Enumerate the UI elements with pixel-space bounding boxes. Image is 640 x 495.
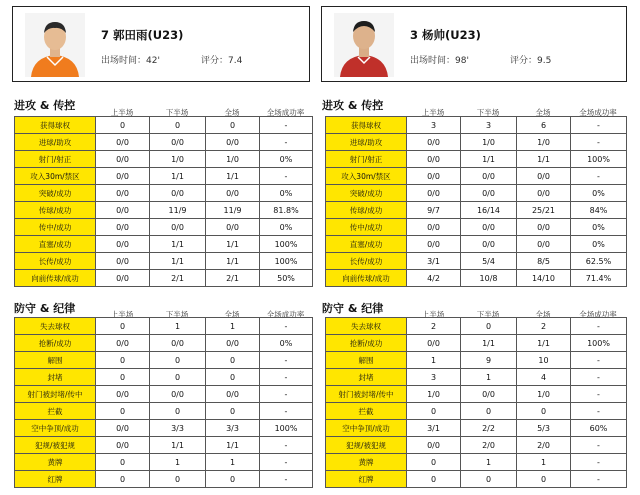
success-rate-value: 71.4% — [571, 270, 627, 287]
first-half-value: 0/0 — [96, 335, 150, 352]
success-rate-value: - — [571, 352, 627, 369]
second-half-value: 0/0 — [461, 236, 517, 253]
stat-label: 突破/成功 — [15, 185, 96, 202]
second-half-value: 3 — [461, 117, 517, 134]
success-rate-value: - — [571, 318, 627, 335]
success-rate-value: - — [571, 403, 627, 420]
full-match-value: 0 — [206, 403, 260, 420]
success-rate-value: - — [260, 117, 313, 134]
success-rate-value: - — [260, 352, 313, 369]
full-match-value: 1/1 — [206, 437, 260, 454]
column-header-second-half: 下半场 — [165, 310, 189, 319]
second-half-value: 5/4 — [461, 253, 517, 270]
stat-label: 解围 — [15, 352, 96, 369]
second-half-value: 0 — [150, 352, 206, 369]
column-header-full-match: 全场 — [535, 108, 551, 117]
column-header-full-match: 全场 — [224, 108, 240, 117]
success-rate-value: 81.8% — [260, 202, 313, 219]
success-rate-value: 0% — [260, 335, 313, 352]
column-header-second-half: 下半场 — [476, 310, 500, 319]
first-half-value: 0/0 — [96, 219, 150, 236]
second-half-value: 11/9 — [150, 202, 206, 219]
success-rate-value: 100% — [571, 335, 627, 352]
second-half-value: 1/1 — [150, 236, 206, 253]
success-rate-value: - — [260, 134, 313, 151]
second-half-value: 1/1 — [150, 168, 206, 185]
stat-label: 封堵 — [15, 369, 96, 386]
second-half-value: 1/1 — [150, 253, 206, 270]
column-header-first-half: 上半场 — [421, 108, 445, 117]
full-match-value: 0/0 — [206, 335, 260, 352]
table-row — [326, 335, 627, 352]
first-half-value: 0 — [96, 403, 150, 420]
first-half-value: 0/0 — [96, 236, 150, 253]
first-half-value: 0/0 — [407, 219, 461, 236]
table-row — [326, 352, 627, 369]
second-half-value: 0 — [150, 117, 206, 134]
full-match-value: 25/21 — [517, 202, 571, 219]
first-half-value: 0/0 — [96, 386, 150, 403]
table-row — [15, 185, 313, 202]
table-row — [326, 253, 627, 270]
table-row — [15, 335, 313, 352]
first-half-value: 0 — [96, 369, 150, 386]
stat-label: 封堵 — [326, 369, 407, 386]
table-row — [326, 236, 627, 253]
success-rate-value: 0% — [571, 219, 627, 236]
stat-label: 拦截 — [326, 403, 407, 420]
section-title-attack: 进攻 & 传控 — [14, 99, 76, 112]
second-half-value: 3/3 — [150, 420, 206, 437]
player-card-guo — [12, 6, 310, 82]
stat-label: 进球/助攻 — [326, 134, 407, 151]
table-row — [15, 386, 313, 403]
second-half-value: 1/0 — [150, 151, 206, 168]
full-match-value: 0 — [517, 471, 571, 488]
table-row — [15, 270, 313, 287]
first-half-value: 0 — [96, 471, 150, 488]
table-row — [326, 386, 627, 403]
table-row — [15, 253, 313, 270]
stat-label: 长传/成功 — [326, 253, 407, 270]
column-header-success-rate: 全场成功率 — [266, 108, 305, 117]
stat-label: 向前传球/成功 — [326, 270, 407, 287]
table-row — [326, 437, 627, 454]
second-half-value: 1/0 — [461, 134, 517, 151]
success-rate-value: - — [571, 471, 627, 488]
column-header-success-rate: 全场成功率 — [579, 310, 617, 319]
table-row — [15, 369, 313, 386]
full-match-value: 2/0 — [517, 437, 571, 454]
first-half-value: 3/1 — [407, 253, 461, 270]
table-row — [15, 471, 313, 488]
first-half-value: 3 — [407, 117, 461, 134]
success-rate-value: - — [571, 386, 627, 403]
second-half-value: 1 — [150, 454, 206, 471]
stat-label: 传球/成功 — [15, 202, 96, 219]
second-half-value: 0/0 — [461, 219, 517, 236]
table-row — [15, 454, 313, 471]
first-half-value: 0/0 — [407, 185, 461, 202]
player-name: 3 杨帅(U23) — [410, 28, 481, 42]
stat-label: 失去球权 — [15, 318, 96, 335]
full-match-value: 1/0 — [517, 134, 571, 151]
full-match-value: 0/0 — [206, 219, 260, 236]
column-header-first-half: 上半场 — [110, 108, 134, 117]
second-half-value: 2/0 — [461, 437, 517, 454]
success-rate-value: - — [571, 437, 627, 454]
success-rate-value: 60% — [571, 420, 627, 437]
first-half-value: 1 — [407, 352, 461, 369]
second-half-value: 0 — [461, 403, 517, 420]
defense-stats-table — [14, 317, 313, 488]
success-rate-value: 0% — [260, 185, 313, 202]
table-row — [326, 420, 627, 437]
stat-label: 突破/成功 — [326, 185, 407, 202]
full-match-value: 1/0 — [517, 386, 571, 403]
playing-time: 出场时间：42' — [101, 56, 160, 66]
stat-label: 直塞/成功 — [15, 236, 96, 253]
table-row — [15, 117, 313, 134]
table-row — [15, 318, 313, 335]
table-row — [326, 219, 627, 236]
stat-label: 射门/射正 — [326, 151, 407, 168]
table-row — [326, 454, 627, 471]
player-card-yang — [321, 6, 627, 82]
second-half-value: 16/14 — [461, 202, 517, 219]
full-match-value: 1 — [206, 454, 260, 471]
first-half-value: 0/0 — [96, 202, 150, 219]
table-row — [15, 437, 313, 454]
table-row — [15, 151, 313, 168]
success-rate-value: 50% — [260, 270, 313, 287]
stat-label: 抢断/成功 — [15, 335, 96, 352]
player-meta — [410, 53, 552, 66]
full-match-value: 10 — [517, 352, 571, 369]
stat-label: 获得球权 — [326, 117, 407, 134]
second-half-value: 1 — [461, 369, 517, 386]
full-match-value: 0 — [206, 117, 260, 134]
column-header-full-match: 全场 — [224, 310, 240, 319]
stat-label: 传中/成功 — [15, 219, 96, 236]
second-half-value: 2/1 — [150, 270, 206, 287]
table-row — [326, 403, 627, 420]
first-half-value: 0 — [96, 454, 150, 471]
full-match-value: 3/3 — [206, 420, 260, 437]
stat-label: 射门被封堵/传中 — [15, 386, 96, 403]
section-title-attack: 进攻 & 传控 — [322, 99, 384, 112]
stat-label: 空中争顶/成功 — [326, 420, 407, 437]
table-row — [326, 168, 627, 185]
table-row — [326, 270, 627, 287]
table-row — [326, 151, 627, 168]
table-row — [15, 403, 313, 420]
first-half-value: 3 — [407, 369, 461, 386]
second-half-value: 0 — [150, 369, 206, 386]
success-rate-value: 0% — [571, 185, 627, 202]
success-rate-value: - — [571, 134, 627, 151]
column-header-success-rate: 全场成功率 — [266, 310, 305, 319]
success-rate-value: 100% — [571, 151, 627, 168]
first-half-value: 0/0 — [407, 236, 461, 253]
defense-stats-table — [325, 317, 627, 488]
full-match-value: 5/3 — [517, 420, 571, 437]
success-rate-value: 62.5% — [571, 253, 627, 270]
player-rating: 评分：7.4 — [201, 56, 243, 66]
success-rate-value: - — [260, 471, 313, 488]
stat-label: 拦截 — [15, 403, 96, 420]
first-half-value: 0 — [96, 117, 150, 134]
success-rate-value: - — [260, 437, 313, 454]
second-half-value: 0/0 — [461, 168, 517, 185]
stat-label: 获得球权 — [15, 117, 96, 134]
first-half-value: 1/0 — [407, 386, 461, 403]
column-header-first-half: 上半场 — [110, 310, 134, 319]
table-row — [326, 369, 627, 386]
full-match-value: 0 — [206, 352, 260, 369]
full-match-value: 1/1 — [517, 151, 571, 168]
player-photo-avatar — [25, 13, 85, 77]
first-half-value: 0/0 — [96, 253, 150, 270]
second-half-value: 1/1 — [461, 151, 517, 168]
playing-time: 出场时间：98' — [410, 56, 469, 66]
second-half-value: 0 — [461, 318, 517, 335]
stat-label: 黄牌 — [326, 454, 407, 471]
success-rate-value: - — [260, 403, 313, 420]
player-name: 7 郭田雨(U23) — [101, 28, 184, 42]
second-half-value: 0 — [150, 471, 206, 488]
success-rate-value: - — [260, 386, 313, 403]
first-half-value: 9/7 — [407, 202, 461, 219]
stat-label: 攻入30m/禁区 — [15, 168, 96, 185]
full-match-value: 0/0 — [206, 134, 260, 151]
table-row — [15, 420, 313, 437]
second-half-value: 0/0 — [461, 185, 517, 202]
success-rate-value: - — [571, 369, 627, 386]
stat-label: 攻入30m/禁区 — [326, 168, 407, 185]
full-match-value: 0 — [206, 471, 260, 488]
second-half-value: 10/8 — [461, 270, 517, 287]
section-title-defense: 防守 & 纪律 — [322, 302, 384, 315]
stat-label: 犯规/被犯规 — [326, 437, 407, 454]
full-match-value: 0/0 — [517, 185, 571, 202]
full-match-value: 4 — [517, 369, 571, 386]
second-half-value: 0/0 — [461, 386, 517, 403]
first-half-value: 0/0 — [407, 437, 461, 454]
second-half-value: 1/1 — [461, 335, 517, 352]
first-half-value: 0 — [407, 471, 461, 488]
player-rating: 评分：9.5 — [510, 56, 552, 66]
success-rate-value: 100% — [260, 253, 313, 270]
stat-label: 红牌 — [15, 471, 96, 488]
table-row — [15, 202, 313, 219]
column-header-second-half: 下半场 — [165, 108, 189, 117]
full-match-value: 11/9 — [206, 202, 260, 219]
full-match-value: 0/0 — [206, 185, 260, 202]
stat-label: 射门被封堵/传中 — [326, 386, 407, 403]
table-row — [15, 134, 313, 151]
stat-label: 射门/射正 — [15, 151, 96, 168]
stat-label: 红牌 — [326, 471, 407, 488]
stat-label: 长传/成功 — [15, 253, 96, 270]
first-half-value: 0/0 — [96, 420, 150, 437]
success-rate-value: 100% — [260, 420, 313, 437]
stat-label: 黄牌 — [15, 454, 96, 471]
table-row — [15, 352, 313, 369]
success-rate-value: 0% — [571, 236, 627, 253]
first-half-value: 0/0 — [96, 151, 150, 168]
stat-label: 直塞/成功 — [326, 236, 407, 253]
success-rate-value: 84% — [571, 202, 627, 219]
stat-label: 向前传球/成功 — [15, 270, 96, 287]
full-match-value: 0 — [206, 369, 260, 386]
column-header-success-rate: 全场成功率 — [579, 108, 617, 117]
second-half-value: 0/0 — [150, 386, 206, 403]
first-half-value: 4/2 — [407, 270, 461, 287]
second-half-value: 0/0 — [150, 134, 206, 151]
full-match-value: 0/0 — [517, 168, 571, 185]
second-half-value: 0 — [461, 471, 517, 488]
full-match-value: 1 — [517, 454, 571, 471]
second-half-value: 0/0 — [150, 335, 206, 352]
full-match-value: 1 — [206, 318, 260, 335]
success-rate-value: - — [571, 168, 627, 185]
success-rate-value: - — [571, 454, 627, 471]
second-half-value: 2/2 — [461, 420, 517, 437]
column-header-second-half: 下半场 — [476, 108, 500, 117]
first-half-value: 0/0 — [407, 335, 461, 352]
first-half-value: 0/0 — [96, 185, 150, 202]
second-half-value: 1 — [150, 318, 206, 335]
first-half-value: 0/0 — [96, 437, 150, 454]
stat-label: 空中争顶/成功 — [15, 420, 96, 437]
first-half-value: 0/0 — [96, 168, 150, 185]
first-half-value: 0/0 — [407, 134, 461, 151]
attack-stats-table — [325, 116, 627, 287]
first-half-value: 3/1 — [407, 420, 461, 437]
success-rate-value: 0% — [260, 151, 313, 168]
table-row — [326, 471, 627, 488]
first-half-value: 0 — [96, 318, 150, 335]
second-half-value: 0 — [150, 403, 206, 420]
table-row — [15, 168, 313, 185]
first-half-value: 0 — [407, 403, 461, 420]
stat-label: 传中/成功 — [326, 219, 407, 236]
full-match-value: 1/1 — [517, 335, 571, 352]
stat-label: 失去球权 — [326, 318, 407, 335]
first-half-value: 0/0 — [96, 270, 150, 287]
table-row — [15, 219, 313, 236]
full-match-value: 0 — [517, 403, 571, 420]
success-rate-value: - — [260, 318, 313, 335]
full-match-value: 2/1 — [206, 270, 260, 287]
full-match-value: 6 — [517, 117, 571, 134]
column-header-first-half: 上半场 — [421, 310, 445, 319]
full-match-value: 0/0 — [517, 236, 571, 253]
table-row — [326, 185, 627, 202]
first-half-value: 0 — [407, 454, 461, 471]
table-row — [326, 117, 627, 134]
table-row — [326, 318, 627, 335]
success-rate-value: - — [260, 168, 313, 185]
success-rate-value: 0% — [260, 219, 313, 236]
success-rate-value: - — [260, 454, 313, 471]
full-match-value: 8/5 — [517, 253, 571, 270]
section-title-defense: 防守 & 纪律 — [14, 302, 76, 315]
stat-label: 进球/助攻 — [15, 134, 96, 151]
stat-label: 解围 — [326, 352, 407, 369]
table-row — [15, 236, 313, 253]
full-match-value: 1/1 — [206, 168, 260, 185]
second-half-value: 0/0 — [150, 219, 206, 236]
second-half-value: 0/0 — [150, 185, 206, 202]
first-half-value: 0/0 — [96, 134, 150, 151]
full-match-value: 1/1 — [206, 253, 260, 270]
player-photo-avatar — [334, 13, 394, 77]
table-row — [326, 202, 627, 219]
column-header-full-match: 全场 — [535, 310, 551, 319]
second-half-value: 9 — [461, 352, 517, 369]
first-half-value: 2 — [407, 318, 461, 335]
success-rate-value: - — [260, 369, 313, 386]
stat-label: 传球/成功 — [326, 202, 407, 219]
success-rate-value: - — [571, 117, 627, 134]
full-match-value: 2 — [517, 318, 571, 335]
success-rate-value: 100% — [260, 236, 313, 253]
second-half-value: 1 — [461, 454, 517, 471]
full-match-value: 0/0 — [206, 386, 260, 403]
first-half-value: 0/0 — [407, 151, 461, 168]
second-half-value: 1/1 — [150, 437, 206, 454]
stat-label: 犯规/被犯规 — [15, 437, 96, 454]
player-meta — [101, 53, 243, 66]
table-row — [326, 134, 627, 151]
first-half-value: 0 — [96, 352, 150, 369]
attack-stats-table — [14, 116, 313, 287]
full-match-value: 14/10 — [517, 270, 571, 287]
stat-label: 抢断/成功 — [326, 335, 407, 352]
first-half-value: 0/0 — [407, 168, 461, 185]
full-match-value: 1/1 — [206, 236, 260, 253]
full-match-value: 0/0 — [517, 219, 571, 236]
full-match-value: 1/0 — [206, 151, 260, 168]
